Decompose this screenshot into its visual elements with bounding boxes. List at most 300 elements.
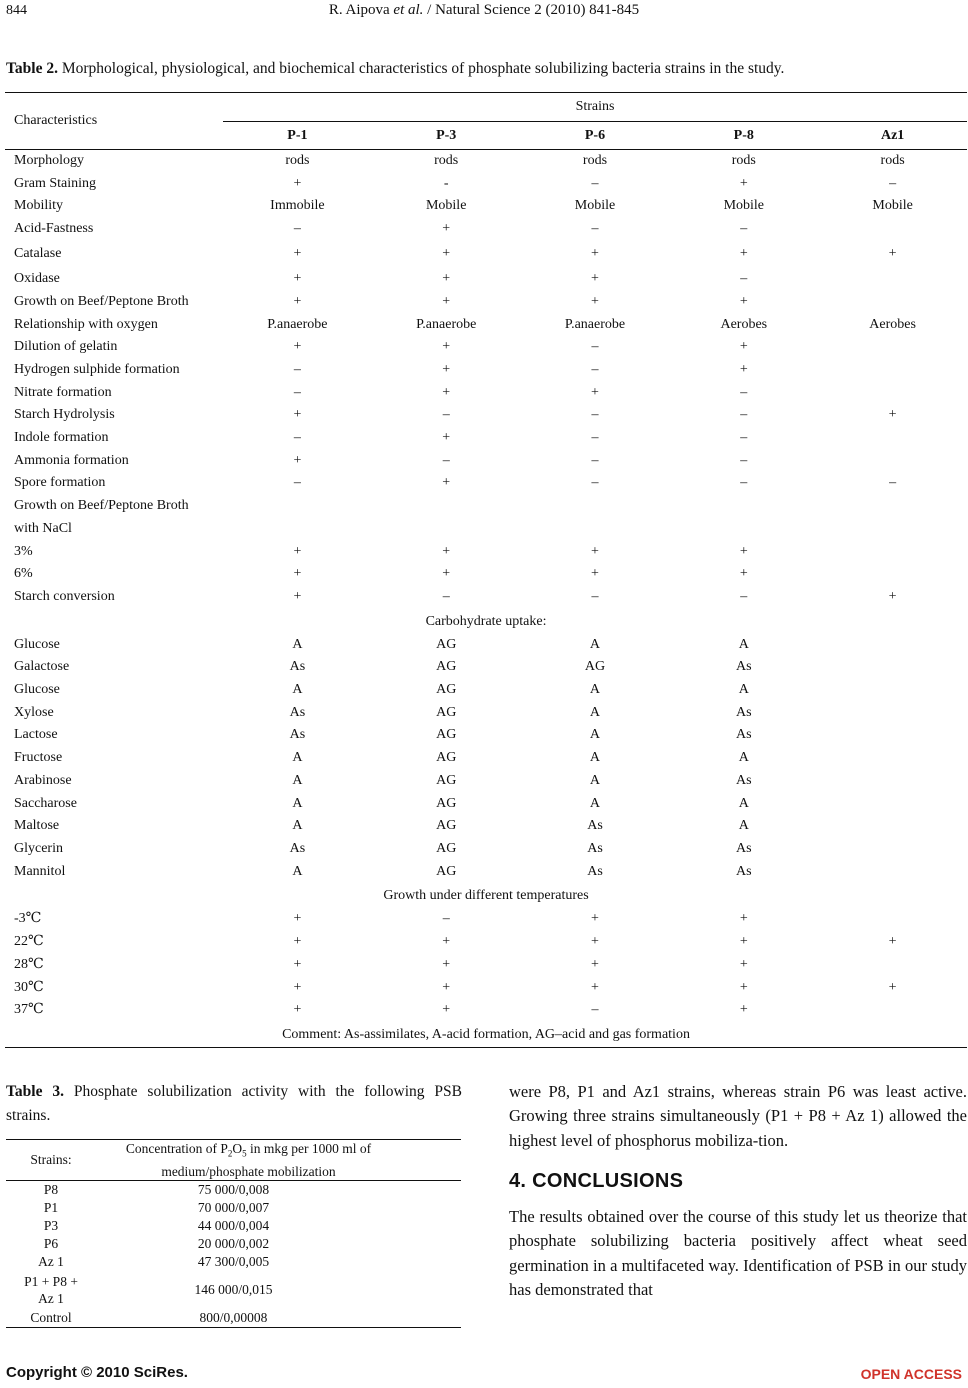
table2-cell: + [293,934,302,950]
table2-row-label: Growth on Beef/Peptone Broth [14,293,189,309]
table2-row [5,977,967,1000]
table2-row-label: Mobility [14,198,64,214]
table2-cell: + [293,452,302,468]
table2-cell: A [589,704,601,720]
table2-cell: + [293,270,302,286]
table2-cell [372,495,521,518]
table2 [5,92,967,1048]
table2-cell: + [591,979,599,995]
table2-row-label: -3℃ [14,911,42,927]
table2-cell: + [591,934,599,950]
table2-cell: A [292,795,303,811]
table2-cell [818,679,967,702]
table2-row [5,336,967,359]
table2-row [5,266,967,291]
table2-cell: + [442,979,451,995]
table2-row [5,815,967,838]
table2-row [5,747,967,770]
body-paragraph: were P8, P1 and Az1 strains, whereas strain P6 was least active. Growing three strains simultaneously (P1 + P8 + Az 1) allowed the highest level of phosphorus mobiliza-tion. [509,1082,967,1150]
table2-row-label: Mannitol [14,863,66,879]
table3-row [6,1309,461,1328]
table2-cell: – [740,475,748,491]
table2-cell: + [739,293,748,309]
table2-cell: As [587,818,603,834]
table2-cell: – [591,588,599,604]
table2-cell: + [293,293,302,309]
table3-row [6,1271,461,1309]
table2-cell: – [591,1002,599,1018]
table2-cell [223,495,372,518]
table2-cell: – [442,588,450,604]
body-text-column [509,1080,967,1302]
table2-col-characteristics: Characteristics [14,113,98,128]
table2-row-label: Dilution of gelatin [14,339,118,355]
table2-row-label: Ammonia formation [14,452,129,468]
table2-section-temperature: Growth under different temperatures [383,888,589,904]
table2-row [5,861,967,884]
table2-cell: – [591,361,599,377]
table2-cell [818,266,967,291]
table2-cell [669,518,818,541]
table2-row [5,679,967,702]
table2-row-label: 22℃ [14,934,44,950]
table2-cell: – [740,384,748,400]
table2-cell: + [442,956,451,972]
table3-row [6,1253,461,1271]
table2-cell: + [293,407,302,423]
table2-cell: – [889,475,897,491]
table2-cell [818,450,967,473]
table2-cell: P.anaerobe [267,316,328,332]
table2-cell [818,770,967,793]
table2-row [5,495,967,518]
table3-value: 20 000/0,002 [197,1235,270,1251]
table2-cell: As [736,704,752,720]
table3-value: 800/0,00008 [199,1309,268,1325]
table2-cell: + [442,566,451,582]
table2-cell: + [591,566,599,582]
table2-cell: As [587,863,603,879]
table2-cell: AG [584,659,606,675]
table2-cell: Mobile [723,198,765,214]
table2-cell: – [293,430,301,446]
table2-row-label: Growth on Beef/Peptone Broth [14,498,189,514]
table2-cell: rods [880,153,905,168]
table2-cell: – [591,339,599,355]
table2-cell: – [740,221,748,237]
table2-cell: AG [436,682,457,698]
table2-cell: + [442,221,451,237]
table2-cell: AG [436,727,457,743]
table2-row-label: 6% [14,566,33,582]
table2-cell: + [442,361,451,377]
table2-row [5,793,967,816]
table2-cell: – [591,407,599,423]
running-head [0,2,968,19]
table2-row [5,541,967,564]
table2-cell: – [740,588,748,604]
table2-cell [818,218,967,241]
table2-cell: – [740,452,748,468]
table2-cell [223,518,372,541]
table2-row-label: Arabinose [14,772,72,788]
table2-cell: - [443,175,449,191]
table2-cell: + [442,293,451,309]
table2-cell: rods [582,153,608,168]
table2-section-temperature-row [5,883,967,908]
table2-cell: + [739,1002,748,1018]
table2-cell: As [289,704,306,720]
table2-row-label: Maltose [14,818,60,834]
table2-cell: – [740,407,748,423]
table2-comment: Comment: As-assimilates, A-acid formation, AG–acid and gas formation [282,1026,690,1042]
table2-cell: – [591,452,599,468]
table2-cell: A [292,772,303,788]
table2-row-label: Glycerin [14,840,63,856]
table2-cell: rods [434,153,459,168]
table2-row-label: Glucose [14,682,60,698]
table2-row-label: Gram Staining [14,175,97,191]
table2-cell [818,908,967,931]
table2-cell: + [591,956,599,972]
table2-row-label: Oxidase [14,270,60,286]
table2-cell [818,861,967,884]
table2-cell: + [888,588,897,604]
table2-cell: AG [436,840,457,856]
table2-cell [818,702,967,725]
table2-cell: + [442,475,451,491]
table2-cell: + [591,911,599,927]
table2-cell: – [293,384,301,400]
table2-cell: A [292,863,303,879]
table2-cell: + [442,430,451,446]
table2-cell: P.anaerobe [564,316,626,332]
table3-value: 44 000/0,004 [197,1217,270,1233]
table2-cell: + [739,361,748,377]
table2-row-label: Nitrate formation [14,384,112,400]
table2-cell [818,724,967,747]
table2-row [5,563,967,586]
table3-row [6,1180,461,1199]
table2-cell [818,634,967,657]
table2-cell [818,999,967,1022]
table3-strain: Control [30,1309,72,1325]
table2-row-label: with NaCl [14,520,72,536]
table3-caption-text: Phosphate solubilization activity with the following PSB strains. [6,1083,462,1124]
table3-col-strains: Strains: [30,1152,72,1168]
table2-cell: A [589,750,601,766]
table2-row [5,359,967,382]
table2-cell: A [292,636,303,652]
table2-strain-header: P-1 [287,128,308,143]
table2-row-label: Fructose [14,750,63,766]
table2-cell [818,336,967,359]
table2-cell [818,563,967,586]
table2-row-label: Lactose [14,727,58,743]
table2-strain-header: Az1 [880,128,905,143]
table2-cell: + [442,270,451,286]
table2-cell: – [591,221,599,237]
table2-cell [818,747,967,770]
table3-value: 146 000/0,015 [194,1282,273,1298]
table2-row [5,518,967,541]
table2-cell: As [289,727,306,743]
table2-cell [521,518,670,541]
table3-col-concentration: Concentration of $P_2O_5$ in mkg per 1000 ml of medium/phosphate mobilization [125,1141,372,1179]
table2-cell [818,541,967,564]
table2-cell: AG [436,750,457,766]
table2-row [5,634,967,657]
table2-cell: A [738,682,749,698]
table2-cell: rods [731,153,756,168]
table2-cell: AG [436,863,457,879]
table3-strain: P1 [43,1199,59,1215]
table2-cell: – [293,361,301,377]
table2-cell: + [739,979,748,995]
table2-cell: AG [436,772,457,788]
table2-cell [818,656,967,679]
table2-row [5,999,967,1022]
table2-row-label: Galactose [14,659,70,675]
footer-copyright: Copyright © 2010 SciRes. [6,1364,188,1381]
table2-header-row [5,93,967,122]
table2-row-label: Spore formation [14,475,106,491]
table2-cell: + [739,911,748,927]
table2-cell: + [591,270,599,286]
table3-value: 75 000/0,008 [197,1181,270,1197]
table2-row-label: 30℃ [14,979,44,995]
table2-cell [818,427,967,450]
table2-cell: AG [436,659,457,675]
table2-row-label: Starch conversion [14,588,115,604]
table2-cell: + [293,911,302,927]
table3-strain: P6 [43,1235,59,1251]
table2-row [5,586,967,609]
table2-row [5,404,967,427]
table2-cell: – [442,911,450,927]
table2-cell: As [587,840,603,856]
table2-cell: + [293,566,302,582]
table2-row [5,427,967,450]
table2-cell: + [739,543,748,559]
table2-cell [818,954,967,977]
table2-cell: + [888,245,897,261]
table2-cell: – [442,452,450,468]
table2-row-label: Morphology [14,153,84,168]
table2-cell: A [589,795,601,811]
table2-cell: A [292,750,303,766]
table3-row [6,1235,461,1253]
table3-value: 47 300/0,005 [197,1253,270,1269]
table2-cell: + [739,956,748,972]
table2-col-strains: Strains [223,93,967,122]
table3-caption [6,1080,462,1128]
table2-cell: A [738,750,749,766]
table2-cell [818,359,967,382]
table2-row [5,314,967,337]
table2-cell: + [739,245,748,261]
table2-cell: As [736,659,752,675]
running-head-journal: / Natural Science 2 (2010) 841-845 [423,2,640,18]
table2-cell: A [738,818,749,834]
table2-row-label: Acid-Fastness [14,221,94,237]
table2-caption-text: Morphological, physiological, and biochemical characteristics of phosphate solubilizing bacteria strains in the study. [57,60,785,77]
table2-cell: A [738,636,749,652]
table2-cell: – [740,270,748,286]
table2-cell: A [589,682,601,698]
table2-cell: Aerobes [869,316,916,332]
table2-cell: + [293,588,302,604]
table3-header-row [6,1140,461,1181]
table2-cell: + [293,245,302,261]
table3 [6,1139,461,1328]
table2-cell [818,793,967,816]
table2-cell: Aerobes [720,316,768,332]
table2-row-label: 3% [14,543,33,559]
table2-row-label: 37℃ [14,1002,44,1018]
table2-cell [372,518,521,541]
table2-cell: Mobile [574,198,616,214]
table2-cell: + [739,934,748,950]
body-paragraph: The results obtained over the course of this study let us theorize that phosphate solubilizing bacteria positively affect wheat seed germination in a multifaceted way. Identification of PSB in our study has demonstrated that [509,1207,967,1300]
table2-cell: A [738,795,749,811]
section-heading: 4. CONCLUSIONS [509,1169,684,1192]
table2-cell: As [736,727,752,743]
table2-cell: Mobile [425,198,467,214]
table3-strain: P1 + P8 + Az 1 [24,1273,78,1306]
table2-comment-row [5,1022,967,1048]
table2-row [5,702,967,725]
table2-cell: Mobile [872,198,913,214]
table2-cell: rods [285,153,310,168]
table2-row [5,173,967,196]
table2-cell: + [293,175,302,191]
table2-cell: + [293,1002,302,1018]
table2-cell: As [736,840,752,856]
table2-strain-header: P-3 [436,128,457,143]
table2-cell: – [740,430,748,446]
table2-cell: + [591,245,599,261]
table2-cell: As [736,863,752,879]
table2-cell [669,495,818,518]
table3-strain: P8 [43,1181,59,1197]
table2-cell: – [889,175,897,191]
table2-cell: + [888,934,897,950]
table2-row [5,724,967,747]
table2-strain-header: P-8 [733,128,754,143]
table2-cell: + [888,407,897,423]
table2-cell: + [442,339,451,355]
table2-row [5,195,967,218]
table2-row-label: Relationship with oxygen [14,316,158,332]
table2-cell: + [739,175,748,191]
table2-cell: A [589,772,601,788]
table2-cell: + [293,956,302,972]
table2-cell: + [739,566,748,582]
table2-cell: – [591,175,599,191]
table2-row [5,931,967,954]
table2-row [5,954,967,977]
table2-cell: As [289,840,306,856]
table2-caption-label: Table 2. [6,60,58,77]
table3-row [6,1199,461,1217]
table2-cell: A [292,682,303,698]
table2-cell: + [442,543,451,559]
table2-row-label: Xylose [14,704,54,720]
table2-row [5,291,967,314]
table2-cell: AG [436,704,457,720]
table2-cell: As [736,772,752,788]
table2-row [5,241,967,266]
table2-cell: + [739,339,748,355]
running-head-etal: et al. [393,2,424,18]
table3-value: 70 000/0,007 [197,1199,270,1215]
table2-cell: + [591,293,599,309]
table2-cell: As [289,659,306,675]
table2-row-label: Starch Hydrolysis [14,407,115,423]
table3-row [6,1217,461,1235]
table2-cell: + [442,934,451,950]
table2-cell: – [591,475,599,491]
table2-cell [818,815,967,838]
table2-strain-header: P-6 [584,128,606,143]
table2-cell: P.anaerobe [416,316,477,332]
page-number: 844 [6,3,27,18]
table2-section-carbohydrate-row [5,609,967,634]
table3-strain: P3 [43,1217,59,1233]
table3-strain: Az 1 [38,1253,64,1269]
table2-cell: AG [436,818,457,834]
table2-cell: + [293,339,302,355]
table2-cell: + [888,979,897,995]
table2-caption [6,60,784,78]
table2-row [5,656,967,679]
table2-cell: – [293,221,301,237]
footer-open-access: OPEN ACCESS [860,1366,962,1382]
table2-cell: A [292,818,303,834]
table2-cell [818,495,967,518]
running-head-authors: R. Aipova [328,2,394,18]
table2-cell: + [293,979,302,995]
table2-cell [818,518,967,541]
table2-cell [521,495,670,518]
table2-row [5,150,967,173]
table2-row [5,908,967,931]
table2-cell: A [589,636,601,652]
table2-cell: Immobile [270,198,325,214]
table2-row-label: Hydrogen sulphide formation [14,361,180,377]
table2-row-label: Indole formation [14,430,109,446]
table2-row-label: Glucose [14,636,60,652]
table2-cell: – [442,407,450,423]
table2-cell [818,291,967,314]
table2-row [5,218,967,241]
table2-cell: – [293,475,301,491]
table2-cell: + [591,543,599,559]
table2-cell: + [591,384,599,400]
table2-row [5,838,967,861]
table2-row [5,382,967,405]
table2-cell: AG [436,795,457,811]
table2-cell: A [589,727,601,743]
table2-row [5,450,967,473]
table2-section-carbohydrate: Carbohydrate uptake: [425,613,547,629]
table2-cell: + [442,245,451,261]
table2-cell: + [442,1002,451,1018]
table2-cell: + [442,384,451,400]
table2-row-label: Saccharose [14,795,77,811]
table2-cell: + [293,543,302,559]
